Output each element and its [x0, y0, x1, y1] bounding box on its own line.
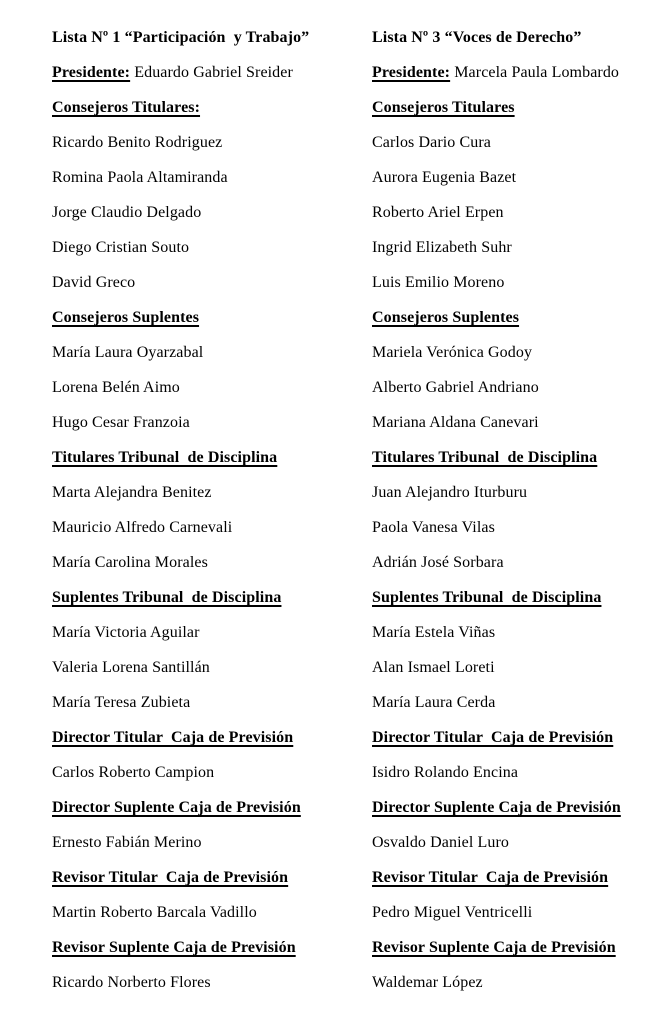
list-title: Lista Nº 3 “Voces de Derecho”	[372, 29, 582, 46]
member-name: Adrián José Sorbara	[372, 554, 504, 571]
presidente-label: Presidente:	[372, 64, 451, 81]
section-heading: Consejeros Titulares	[372, 99, 515, 116]
member-name: Isidro Rolando Encina	[372, 764, 519, 781]
member-name: Paola Vanesa Vilas	[372, 519, 495, 536]
member-name: María Laura Oyarzabal	[52, 344, 204, 361]
section-heading: Revisor Suplente Caja de Previsión	[372, 939, 616, 956]
member-name: María Victoria Aguilar	[52, 624, 200, 641]
member-name: Luis Emilio Moreno	[372, 274, 505, 291]
member-name: Aurora Eugenia Bazet	[372, 169, 517, 186]
member-name: Mariana Aldana Canevari	[372, 414, 539, 431]
member-name: Marta Alejandra Benitez	[52, 484, 212, 501]
member-name: Jorge Claudio Delgado	[52, 204, 202, 221]
member-name: Hugo Cesar Franzoia	[52, 414, 190, 431]
member-name: Alan Ismael Loreti	[372, 659, 495, 676]
presidente-row	[52, 55, 372, 90]
section-heading: Titulares Tribunal de Disciplina	[372, 449, 598, 466]
member-name: María Estela Viñas	[372, 624, 496, 641]
section-heading: Revisor Suplente Caja de Previsión	[52, 939, 296, 956]
member-name: Waldemar López	[372, 974, 483, 991]
member-name: María Laura Cerda	[372, 694, 496, 711]
member-name: María Carolina Morales	[52, 554, 208, 571]
section-heading: Director Titular Caja de Previsión	[52, 729, 294, 746]
section-heading: Director Suplente Caja de Previsión	[52, 799, 301, 816]
section-heading: Consejeros Suplentes	[372, 309, 520, 326]
column-lista-1	[52, 20, 372, 1021]
presidente-row	[372, 55, 642, 90]
member-name: Martin Roberto Barcala Vadillo	[52, 904, 257, 921]
member-name: Carlos Dario Cura	[372, 134, 492, 151]
presidente-name: Marcela Paula Lombardo	[454, 64, 620, 81]
member-name: Mauricio Alfredo Carnevali	[52, 519, 233, 536]
member-name: Mariela Verónica Godoy	[372, 344, 533, 361]
member-name: Alberto Gabriel Andriano	[372, 379, 539, 396]
list-title: Lista Nº 1 “Participación y Trabajo”	[52, 29, 310, 46]
section-heading: Director Titular Caja de Previsión	[372, 729, 614, 746]
section-heading: Suplentes Tribunal de Disciplina	[372, 589, 602, 606]
member-name: Diego Cristian Souto	[52, 239, 190, 256]
presidente-label: Presidente:	[52, 64, 131, 81]
member-name: Juan Alejandro Iturburu	[372, 484, 528, 501]
section-heading: Consejeros Titulares:	[52, 99, 201, 116]
section-heading: Revisor Titular Caja de Previsión	[372, 869, 609, 886]
section-heading: Titulares Tribunal de Disciplina	[52, 449, 278, 466]
section-heading: Suplentes Tribunal de Disciplina	[52, 589, 282, 606]
member-name: Lorena Belén Aimo	[52, 379, 180, 396]
member-name: Valeria Lorena Santillán	[52, 659, 210, 676]
member-name: David Greco	[52, 274, 136, 291]
column-lista-3	[372, 20, 642, 1021]
member-name: Romina Paola Altamiranda	[52, 169, 228, 186]
section-heading: Revisor Titular Caja de Previsión	[52, 869, 289, 886]
member-name: Roberto Ariel Erpen	[372, 204, 504, 221]
member-name: Carlos Roberto Campion	[52, 764, 215, 781]
member-name: Osvaldo Daniel Luro	[372, 834, 509, 851]
presidente-name: Eduardo Gabriel Sreider	[134, 64, 293, 81]
section-heading: Director Suplente Caja de Previsión	[372, 799, 621, 816]
section-heading: Consejeros Suplentes	[52, 309, 200, 326]
member-name: Ricardo Benito Rodriguez	[52, 134, 223, 151]
member-name: María Teresa Zubieta	[52, 694, 191, 711]
member-name: Ernesto Fabián Merino	[52, 834, 202, 851]
member-name: Ingrid Elizabeth Suhr	[372, 239, 512, 256]
member-name: Pedro Miguel Ventricelli	[372, 904, 533, 921]
member-name: Ricardo Norberto Flores	[52, 974, 211, 991]
